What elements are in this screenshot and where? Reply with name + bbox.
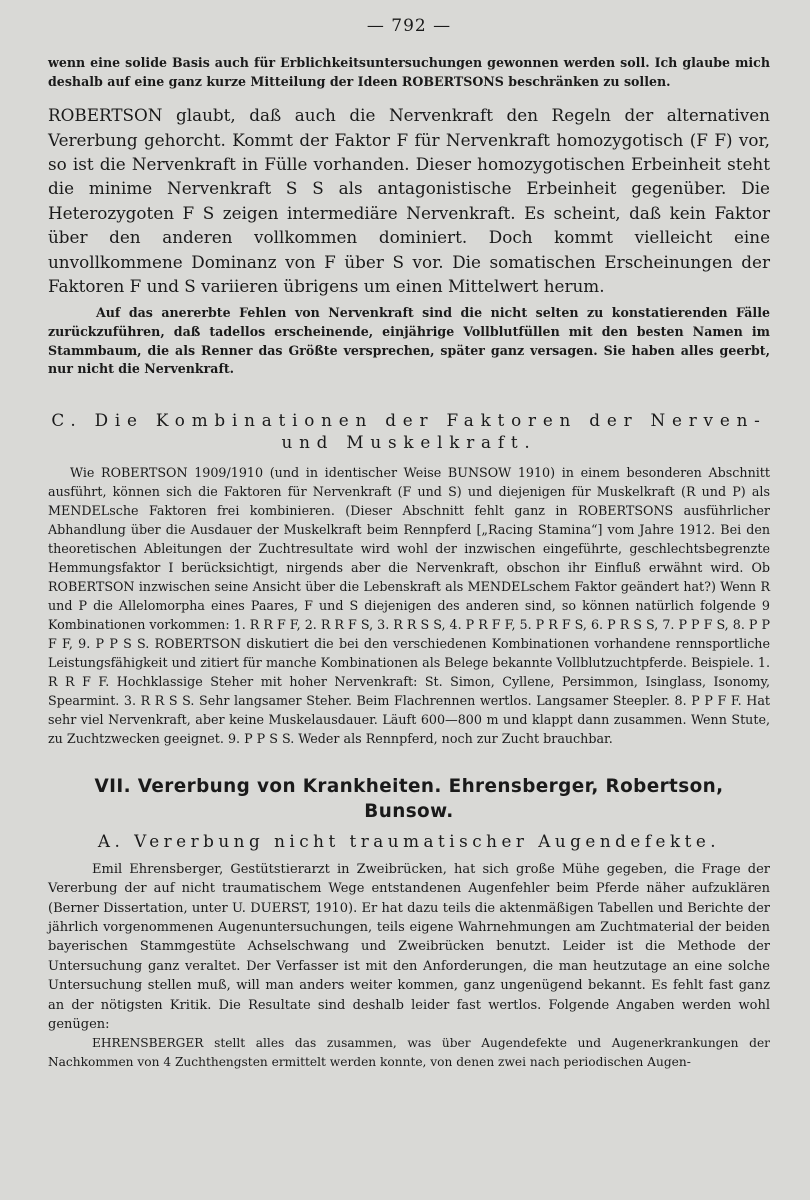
page-number: — 792 —	[366, 16, 452, 36]
section-c-body: Wie ROBERTSON 1909/1910 (und in identischer Weise BUNSOW 1910) in einem besonderen Abschnitt ausführt, können sich die Faktoren für Nervenkraft (F und S) und diejenigen für Muskelkraft (R und P) als MENDELsche Faktoren frei kombinieren. (Dieser Abschnitt fehlt ganz in ROBERTSONS ausführlicher Abhandlung über die Ausdauer der Muskelkraft beim Rennpferd [„Racing Stamina“] vom Jahre 1912. Bei den theoretischen Ableitungen der Zuchtresultate wird wohl der inzwischen eingeführte, geschlechtsbegrenzte Hemmungsfaktor I berücksichtigt, nirgends aber die Nervenkraft, obschon ihr Einfluß erwähnt wird. Ob ROBERTSON inzwischen seine Ansicht über die Lebenskraft als MENDELschem Faktor geändert hat?) Wenn R und P die Allelomorpha eines Paares, F und S diejenigen des anderen sind, so können natürlich folgende 9 Kombinationen vorkommen: 1. R R F F, 2. R R F S, 3. R R S S, 4. P R F F, 5. P R F S, 6. P R S S, 7. P P F S, 8. P P F F, 9. P P S S. ROBERTSON diskutiert die bei den verschiedenen Kombinationen vorhandene rennsportliche Leistungsfähigkeit und zitiert für manche Kombinationen als Belege bekannte Vollblutzuchtpferde. Beispiele. 1. R R F F. Hochklassige Steher mit hoher Nervenkraft: St. Simon, Cyllene, Persimmon, Isinglass, Isonomy, Spearmint. 3. R R S S. Sehr langsamer Steher. Beim Flachrennen wertlos. Langsamer Steepler. 8. P P F F. Hat sehr viel Nervenkraft, aber keine Muskelausdauer. Läuft 600—800 m und klappt dann zusammen. Wenn Stute, zu Zuchtzwecken geeignet. 9. P P S S. Weder als Rennpferd, noch zur Zucht brauchbar.	[48, 464, 770, 746]
note-paragraph: Auf das anererbte Fehlen von Nervenkraft sind die nicht selten zu konstatierenden Fälle zurückzuführen, daß tadellos erscheinende, einjährige Vollblutfüllen mit den besten Namen im Stammbaum, die als Renner das Größte versprechen, später ganz versagen. Sie haben alles geerbt, nur nicht die Nervenkraft.	[48, 305, 770, 377]
robertson-paragraph: ROBERTSON glaubt, daß auch die Nervenkraft den Regeln der alternativen Vererbung gehorcht. Kommt der Faktor F für Nervenkraft homozygotisch (F F) vor, so ist die Nervenkraft in Fülle vorhanden. Dieser homozygotischen Erbeinheit steht die minime Nervenkraft S S als antagonistische Erbeinheit gegenüber. Die Heterozygoten F S zeigen intermediäre Nervenkraft. Es scheint, daß kein Faktor über den anderen vollkommen dominiert. Doch kommt vielleicht eine unvollkommene Dominanz von F über S vor. Die somatischen Erscheinungen der Faktoren F und S variieren übrigens um einen Mittelwert herum.	[48, 105, 770, 297]
section-a-heading: A. Vererbung nicht traumatischer Augendefekte.	[97, 830, 721, 851]
section-a-body-2: EHRENSBERGER stellt alles das zusammen, was über Augendefekte und Augenerkrankungen der Nachkommen von 4 Zuchthengsten ermittelt werden konnte, von denen zwei nach periodischen Augen-	[48, 1036, 770, 1070]
continuation-paragraph: wenn eine solide Basis auch für Erblichkeitsuntersuchungen gewonnen werden soll. Ich glaube mich deshalb auf eine ganz kurze Mitteilung der Ideen ROBERTSONS beschränken zu sollen.	[48, 55, 770, 89]
section-a-body: Emil Ehrensberger, Gestütstierarzt in Zweibrücken, hat sich große Mühe gegeben, die Frage der Vererbung der auf nicht traumatischem Wege entstandenen Augenfehler beim Pferde näher aufzuklären (Berner Dissertation, unter U. DUERST, 1910). Er hat dazu teils die aktenmäßigen Tabellen und Berichte der jährlich vorgenommenen Augenuntersuchungen, teils eigene Wahrnehmungen am Zuchtmaterial der beiden bayerischen Stammgestüte Achselschwang und Zweibrücken benutzt. Leider ist die Methode der Untersuchung ganz veraltet. Der Verfasser ist mit den Anforderungen, die man heutzutage an eine solche Untersuchung stellen muß, will man anders weiter kommen, ganz ungenügend bekannt. Es fehlt fast ganz an der nötigsten Kritik. Die Resultate sind deshalb leider fast wertlos. Folgende Angaben werden wohl genügen:	[48, 861, 770, 1033]
section-c-heading: C. Die Kombinationen der Faktoren der Nerven- und Muskelkraft.	[51, 409, 767, 452]
section-vii-heading: VII. Vererbung von Krankheiten. Ehrensberger, Robertson, Bunsow.	[94, 775, 724, 822]
